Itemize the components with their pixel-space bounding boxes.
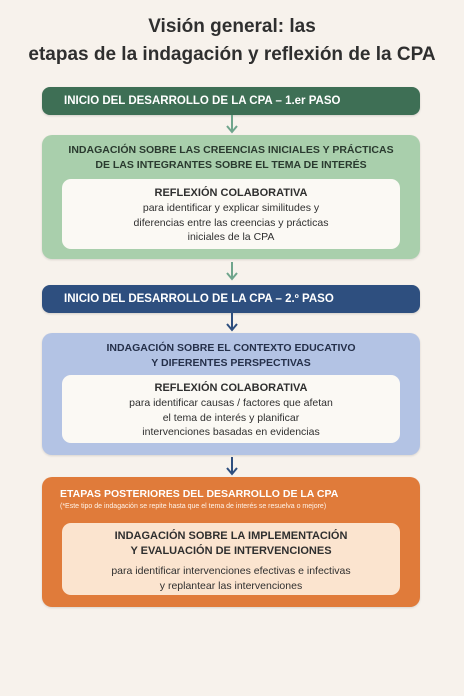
stage3-inquiry-line1: para identificar intervenciones efectivas e infectivas [111,565,351,577]
stage1-panel [42,135,420,259]
arrow-down-icon [224,115,240,135]
stage3-note: (*Este tipo de indagación se repite hasta que el tema de interés se resuelva o mejore) [60,503,327,510]
stage1-reflection-line2: diferencias entre las creencias y prácticas [133,216,329,229]
stage3-panel [42,477,420,607]
stage3-panel-heading: ETAPAS POSTERIORES DEL DESARROLLO DE LA CPA [60,488,339,500]
stage1-bar [42,87,420,115]
stage2-panel-line2: Y DIFERENTES PERSPECTIVAS [151,357,311,369]
stage3-inquiry-heading-2: Y EVALUACIÓN DE INTERVENCIONES [130,545,332,557]
stage3-inquiry-line2: y replantear las intervenciones [159,579,303,592]
stage1-bar-label: INICIO DEL DESARROLLO DE LA CPA – 1.er PASO [64,95,341,107]
title-line-2: etapas de la indagación y reflexión de la CPA [28,44,436,65]
stage1-reflection-line3: iniciales de la CPA [187,231,275,243]
stage2-reflection-box [62,375,400,443]
stage2-reflection-heading: REFLEXIÓN COLABORATIVA [154,382,308,394]
stage1-reflection-heading: REFLEXIÓN COLABORATIVA [154,187,308,199]
stage1-reflection-box [62,179,400,249]
arrow-down-icon [224,262,240,282]
stage3-inquiry-box [62,523,400,595]
stage2-reflection-line1: para identificar causas / factores que afetan [129,397,333,409]
arrow-down-icon [224,457,240,477]
stage2-panel-heading [42,341,420,371]
stage1-panel-line2: DE LAS INTEGRANTES SOBRE EL TEMA DE INTERÉS [95,159,367,171]
stage2-reflection-line3: intervenciones basadas en evidencias [142,426,320,438]
stage2-reflection-line2: el tema de interés y planificar [162,411,300,424]
stage2-bar [42,285,420,313]
stage1-reflection-line1: para identificar y explicar similitudes y [142,202,320,214]
title-line-1: Visión general: las [148,16,316,37]
arrow-down-icon [224,313,240,333]
stage2-bar-label: INICIO DEL DESARROLLO DE LA CPA – 2.º PASO [64,293,334,305]
stage1-panel-heading [42,143,420,173]
stage1-panel-line1: INDAGACIÓN SOBRE LAS CREENCIAS INICIALES Y PRÁCTICAS [68,144,394,156]
stage3-inquiry-heading-1: INDAGACIÓN SOBRE LA IMPLEMENTACIÓN [114,530,348,542]
stage2-panel [42,333,420,455]
stage2-panel-line1: INDAGACIÓN SOBRE EL CONTEXTO EDUCATIVO [106,342,356,354]
